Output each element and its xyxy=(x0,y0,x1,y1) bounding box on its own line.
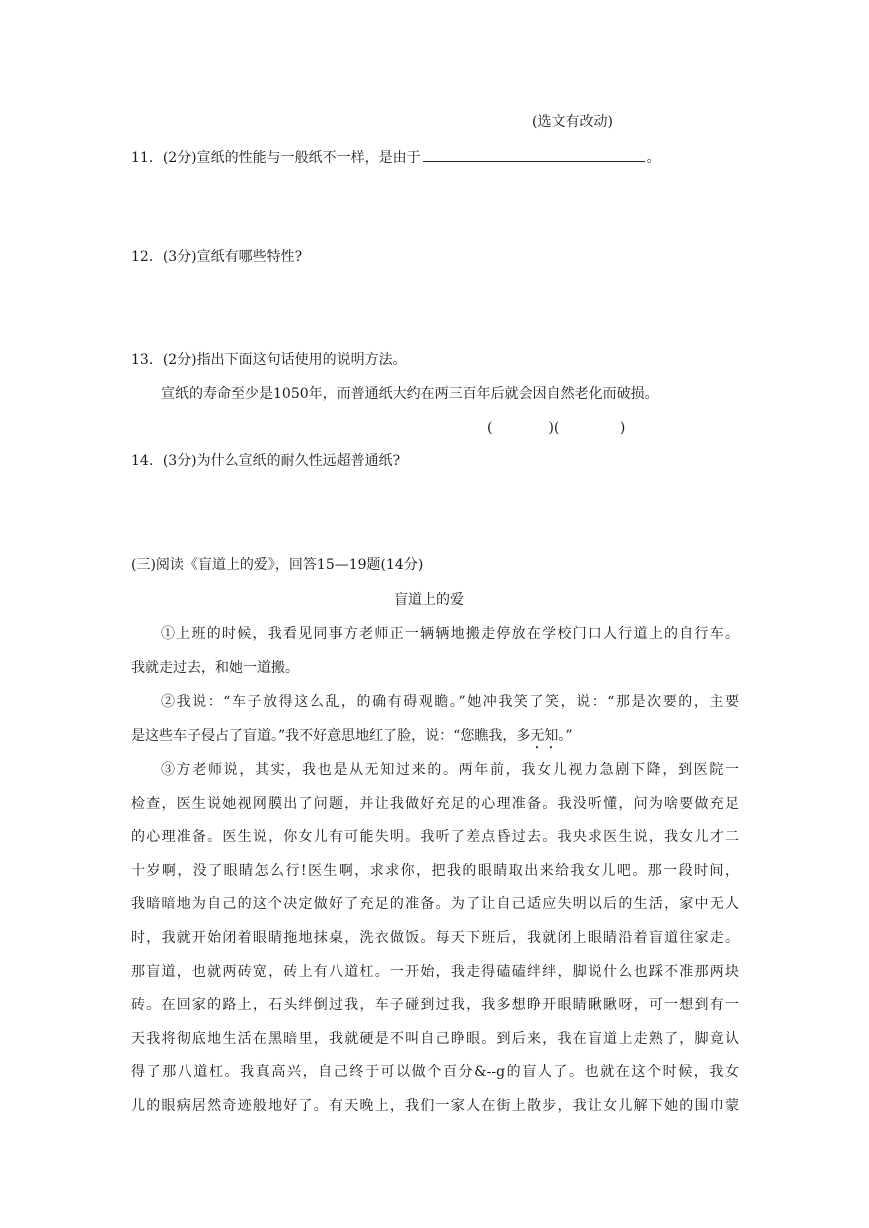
paragraph-1 xyxy=(131,618,739,685)
question-11-text: 11．(2分)宣纸的性能与一般纸不一样，是由于 xyxy=(131,150,421,166)
paragraph-text: 是这些车子侵占了盲道。”我不好意思地红了脸，说：“您瞧我，多 xyxy=(131,727,531,744)
paragraph-line: 检查，医生说她视网膜出了问题，并让我做好充足的心理准备。我没听懂，问为啥要做充足 xyxy=(131,795,739,812)
question-11 xyxy=(131,145,661,168)
emphasized-word: 无知 xyxy=(530,727,559,744)
article-title: 盲道上的爱 xyxy=(394,592,464,608)
paragraph-line: 我就走过去，和她一道搬。 xyxy=(131,659,299,676)
question-11-suffix: 。 xyxy=(646,150,661,166)
paragraph-line: 天我将彻底地生活在黑暗里，我就硬是不叫自己睁眼。到后来，我在盲道上走熟了，脚竟认 xyxy=(131,1030,739,1047)
paragraph-line: 的心理准备。医生说，你女儿有可能失明。我听了差点昏过去。我央求医生说，我女儿才二 xyxy=(131,829,739,846)
paragraph-line: 那盲道，也就两砖宽，砖上有八道杠。一开始，我走得磕磕绊绊，脚说什么也踩不准那两块 xyxy=(131,963,739,980)
section-3-heading: (三)阅读《盲道上的爱》，回答15—19题(14分) xyxy=(131,557,424,573)
answer-blank-11[interactable] xyxy=(423,145,645,162)
paragraph-line: 时，我就开始闭着眼睛拖地抹桌，洗衣做饭。每天下班后，我就闭上眼睛沿着盲道往家走。 xyxy=(131,929,739,946)
question-13-sentence: 宣纸的寿命至少是1050年，而普通纸大约在两三百年后就会因自然老化而破损。 xyxy=(161,386,659,402)
paragraph-line: 儿的眼病居然奇迹般地好了。有天晚上，我们一家人在街上散步，我让女儿解下她的围巾蒙 xyxy=(131,1097,739,1114)
answer-brackets-13[interactable]: ( )( ) xyxy=(487,420,626,436)
paragraph-line: ②我说：“车子放得这么乱，的确有碍观瞻。”她冲我笑了笑，说：“那是次要的，主要 xyxy=(161,694,739,710)
paragraph-line: 十岁啊，没了眼睛怎么行!医生啊，求求你，把我的眼睛取出来给我女儿吧。那一段时间， xyxy=(131,862,739,879)
source-note: (选文有改动) xyxy=(532,114,613,130)
paragraph-line: 砖。在回家的路上，石头绊倒过我，车子碰到过我，我多想睁开眼睛瞅瞅呀，可一想到有一 xyxy=(131,997,739,1014)
paragraph-text: 。” xyxy=(558,727,573,744)
paragraph-3 xyxy=(131,754,739,1124)
paragraph-line: ①上班的时候，我看见同事方老师正一辆辆地搬走停放在学校门口人行道上的自行车。 xyxy=(161,626,739,642)
paragraph-line: ③方老师说，其实，我也是从无知过来的。两年前，我女儿视力急剧下降，到医院一 xyxy=(161,762,739,778)
paragraph-line: 我暗暗地为自己的这个决定做好了充足的准备。为了让自己适应失明以后的生活，家中无人 xyxy=(131,896,739,913)
question-14: 14．(3分)为什么宣纸的耐久性远超普通纸? xyxy=(131,453,401,469)
question-13: 13．(2分)指出下面这句话使用的说明方法。 xyxy=(131,352,407,368)
paragraph-line: 得了那八道杠。我真高兴，自己终于可以做个百分&--g的盲人了。也就在这个时候，我女 xyxy=(131,1064,739,1081)
question-12: 12．(3分)宣纸有哪些特性? xyxy=(131,249,303,265)
paragraph-2 xyxy=(131,686,739,753)
paragraph-line xyxy=(131,720,739,754)
